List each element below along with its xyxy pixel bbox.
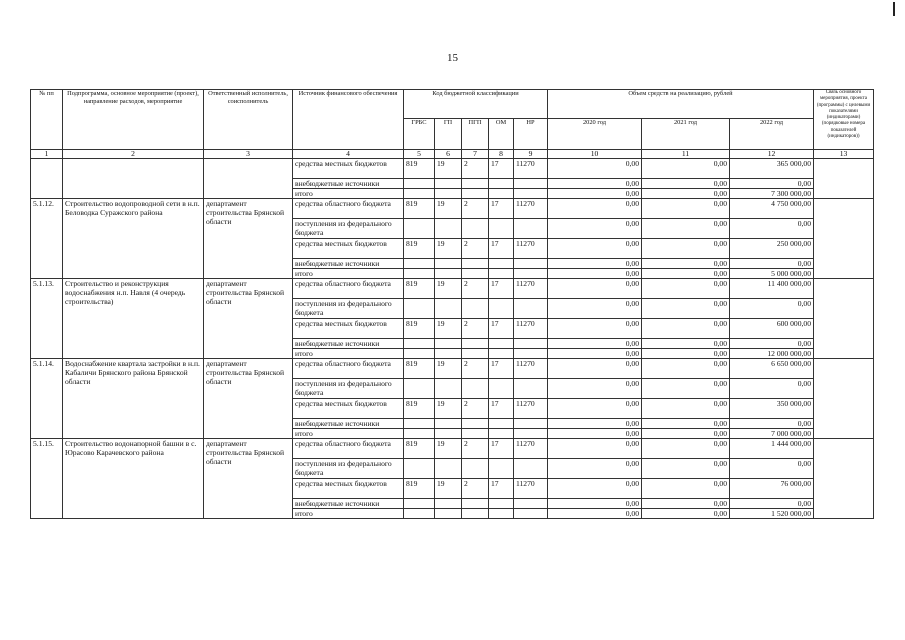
program-cell: Водоснабжение квартала застройки в н.п. Кабаличи Брянского района Брянской области (63, 359, 204, 439)
column-numbers-row (31, 150, 874, 159)
om-cell (489, 499, 514, 509)
responsible-cell: департамент строительства Брянской области (204, 199, 293, 279)
pgp-cell (462, 339, 489, 349)
np-cell: 11270 (514, 399, 548, 419)
gp-cell: 19 (435, 399, 462, 419)
gp-cell: 19 (435, 319, 462, 339)
value-2021-cell: 0,00 (642, 419, 730, 429)
value-2022-cell: 600 000,00 (730, 319, 814, 339)
value-2022-cell: 12 000 000,00 (730, 349, 814, 359)
header-program: Подпрограмма, основное мероприятие (проект), направление расходов, мероприятие (63, 90, 204, 150)
grbs-cell: 819 (404, 439, 435, 459)
value-2021-cell: 0,00 (642, 399, 730, 419)
om-cell (489, 419, 514, 429)
value-2020-cell: 0,00 (548, 429, 642, 439)
grbs-cell: 819 (404, 359, 435, 379)
value-2022-cell: 5 000 000,00 (730, 269, 814, 279)
om-cell: 17 (489, 199, 514, 219)
np-cell (514, 499, 548, 509)
om-cell: 17 (489, 399, 514, 419)
table-row (31, 199, 874, 219)
source-cell: внебюджетные источники (293, 259, 404, 269)
value-2020-cell: 0,00 (548, 159, 642, 179)
value-2021-cell: 0,00 (642, 219, 730, 239)
om-cell (489, 349, 514, 359)
value-2021-cell: 0,00 (642, 269, 730, 279)
om-cell: 17 (489, 439, 514, 459)
column-number: 5 (404, 150, 435, 159)
pgp-cell (462, 379, 489, 399)
value-2022-cell: 1 520 000,00 (730, 509, 814, 519)
grbs-cell (404, 299, 435, 319)
np-cell (514, 299, 548, 319)
gp-cell (435, 179, 462, 189)
header-np: НР (514, 119, 548, 150)
pgp-cell: 2 (462, 199, 489, 219)
om-cell: 17 (489, 159, 514, 179)
source-cell: итого (293, 349, 404, 359)
value-2022-cell: 7 300 000,00 (730, 189, 814, 199)
value-2022-cell: 250 000,00 (730, 239, 814, 259)
header-om: ОМ (489, 119, 514, 150)
pgp-cell: 2 (462, 239, 489, 259)
np-cell (514, 259, 548, 269)
header-responsible: Ответственный исполнитель, соисполнитель (204, 90, 293, 150)
gp-cell (435, 429, 462, 439)
np-cell (514, 269, 548, 279)
grbs-cell: 819 (404, 279, 435, 299)
value-2021-cell: 0,00 (642, 439, 730, 459)
value-2020-cell: 0,00 (548, 509, 642, 519)
program-cell (63, 159, 204, 199)
source-cell: средства областного бюджета (293, 279, 404, 299)
value-2021-cell: 0,00 (642, 189, 730, 199)
gp-cell (435, 349, 462, 359)
value-2022-cell: 350 000,00 (730, 399, 814, 419)
column-number: 11 (642, 150, 730, 159)
gp-cell: 19 (435, 199, 462, 219)
value-2020-cell: 0,00 (548, 199, 642, 219)
source-cell: внебюджетные источники (293, 179, 404, 189)
value-2020-cell: 0,00 (548, 299, 642, 319)
pgp-cell (462, 189, 489, 199)
pgp-cell: 2 (462, 359, 489, 379)
row-number-cell: 5.1.15. (31, 439, 63, 519)
source-cell: средства местных бюджетов (293, 239, 404, 259)
grbs-cell: 819 (404, 399, 435, 419)
gp-cell: 19 (435, 439, 462, 459)
grbs-cell (404, 419, 435, 429)
value-2022-cell: 0,00 (730, 259, 814, 269)
header-row-1 (31, 90, 874, 119)
column-number: 9 (514, 150, 548, 159)
np-cell: 11270 (514, 199, 548, 219)
om-cell: 17 (489, 239, 514, 259)
value-2021-cell: 0,00 (642, 279, 730, 299)
gp-cell: 19 (435, 159, 462, 179)
responsible-cell (204, 159, 293, 199)
om-cell (489, 429, 514, 439)
gp-cell (435, 259, 462, 269)
table-row (31, 439, 874, 459)
source-cell: средства местных бюджетов (293, 479, 404, 499)
value-2020-cell: 0,00 (548, 319, 642, 339)
np-cell: 11270 (514, 239, 548, 259)
pgp-cell (462, 509, 489, 519)
page-number: 15 (447, 52, 458, 64)
value-2021-cell: 0,00 (642, 159, 730, 179)
gp-cell: 19 (435, 279, 462, 299)
om-cell (489, 339, 514, 349)
pgp-cell: 2 (462, 399, 489, 419)
np-cell: 11270 (514, 479, 548, 499)
table-row (31, 359, 874, 379)
value-2022-cell: 7 000 000,00 (730, 429, 814, 439)
header-link: Связь основного мероприятия, проекта (программы) с целевыми показателями (индикаторами) (порядковые номера показателей (индикаторов)) (814, 90, 874, 150)
gp-cell (435, 499, 462, 509)
table-row (31, 159, 874, 179)
value-2020-cell: 0,00 (548, 399, 642, 419)
header-2021: 2021 год (642, 119, 730, 150)
pgp-cell (462, 179, 489, 189)
value-2021-cell: 0,00 (642, 499, 730, 509)
source-cell: поступления из федерального бюджета (293, 379, 404, 399)
row-number-cell: 5.1.12. (31, 199, 63, 279)
source-cell: средства областного бюджета (293, 359, 404, 379)
gp-cell (435, 299, 462, 319)
grbs-cell (404, 339, 435, 349)
value-2021-cell: 0,00 (642, 339, 730, 349)
source-cell: итого (293, 269, 404, 279)
source-cell: поступления из федерального бюджета (293, 459, 404, 479)
grbs-cell: 819 (404, 479, 435, 499)
pgp-cell (462, 219, 489, 239)
gp-cell: 19 (435, 479, 462, 499)
value-2022-cell: 1 444 000,00 (730, 439, 814, 459)
grbs-cell (404, 459, 435, 479)
source-cell: средства областного бюджета (293, 199, 404, 219)
grbs-cell: 819 (404, 319, 435, 339)
header-gp: ГП (435, 119, 462, 150)
header-volume: Объем средств на реализацию, рублей (548, 90, 814, 119)
row-number-cell: 5.1.14. (31, 359, 63, 439)
np-cell (514, 379, 548, 399)
gp-cell (435, 419, 462, 429)
row-number-cell (31, 159, 63, 199)
scan-edge-mark (893, 2, 895, 16)
np-cell (514, 509, 548, 519)
value-2022-cell: 6 650 000,00 (730, 359, 814, 379)
value-2020-cell: 0,00 (548, 219, 642, 239)
link-cell (814, 439, 874, 519)
np-cell (514, 179, 548, 189)
value-2022-cell: 0,00 (730, 299, 814, 319)
value-2020-cell: 0,00 (548, 259, 642, 269)
pgp-cell (462, 259, 489, 269)
om-cell (489, 299, 514, 319)
pgp-cell (462, 269, 489, 279)
value-2020-cell: 0,00 (548, 189, 642, 199)
table-row (31, 279, 874, 299)
value-2020-cell: 0,00 (548, 349, 642, 359)
pgp-cell: 2 (462, 479, 489, 499)
value-2022-cell: 4 750 000,00 (730, 199, 814, 219)
np-cell: 11270 (514, 439, 548, 459)
om-cell: 17 (489, 279, 514, 299)
value-2021-cell: 0,00 (642, 359, 730, 379)
pgp-cell (462, 349, 489, 359)
value-2021-cell: 0,00 (642, 459, 730, 479)
program-cell: Строительство водопроводной сети в н.п. Беловодка Суражского района (63, 199, 204, 279)
grbs-cell: 819 (404, 159, 435, 179)
gp-cell (435, 339, 462, 349)
np-cell (514, 429, 548, 439)
program-cell: Строительство и реконструкция водоснабжения н.п. Навля (4 очередь строительства) (63, 279, 204, 359)
source-cell: средства местных бюджетов (293, 319, 404, 339)
om-cell (489, 179, 514, 189)
np-cell (514, 339, 548, 349)
value-2022-cell: 0,00 (730, 219, 814, 239)
gp-cell: 19 (435, 239, 462, 259)
responsible-cell: департамент строительства Брянской области (204, 279, 293, 359)
value-2021-cell: 0,00 (642, 179, 730, 189)
value-2020-cell: 0,00 (548, 239, 642, 259)
om-cell: 17 (489, 319, 514, 339)
source-cell: итого (293, 509, 404, 519)
grbs-cell (404, 379, 435, 399)
value-2021-cell: 0,00 (642, 479, 730, 499)
grbs-cell (404, 509, 435, 519)
source-cell: средства областного бюджета (293, 439, 404, 459)
value-2020-cell: 0,00 (548, 499, 642, 509)
column-number: 1 (31, 150, 63, 159)
pgp-cell: 2 (462, 439, 489, 459)
gp-cell (435, 269, 462, 279)
np-cell: 11270 (514, 359, 548, 379)
value-2020-cell: 0,00 (548, 359, 642, 379)
pgp-cell (462, 499, 489, 509)
np-cell: 11270 (514, 159, 548, 179)
grbs-cell (404, 219, 435, 239)
source-cell: внебюджетные источники (293, 339, 404, 349)
om-cell (489, 259, 514, 269)
value-2022-cell: 0,00 (730, 339, 814, 349)
column-number: 8 (489, 150, 514, 159)
program-cell: Строительство водонапорной башни в с. Юрасово Карачевского района (63, 439, 204, 519)
value-2021-cell: 0,00 (642, 429, 730, 439)
header-source: Источник финансового обеспечения (293, 90, 404, 150)
header-2020: 2020 год (548, 119, 642, 150)
column-number: 6 (435, 150, 462, 159)
np-cell (514, 349, 548, 359)
grbs-cell (404, 429, 435, 439)
value-2021-cell: 0,00 (642, 349, 730, 359)
np-cell (514, 459, 548, 479)
grbs-cell: 819 (404, 239, 435, 259)
om-cell: 17 (489, 359, 514, 379)
header-grbs: ГРБС (404, 119, 435, 150)
value-2020-cell: 0,00 (548, 339, 642, 349)
value-2020-cell: 0,00 (548, 439, 642, 459)
gp-cell (435, 219, 462, 239)
om-cell: 17 (489, 479, 514, 499)
value-2022-cell: 0,00 (730, 459, 814, 479)
gp-cell (435, 379, 462, 399)
value-2020-cell: 0,00 (548, 269, 642, 279)
grbs-cell (404, 189, 435, 199)
source-cell: средства местных бюджетов (293, 399, 404, 419)
grbs-cell (404, 259, 435, 269)
budget-table (30, 89, 874, 519)
value-2021-cell: 0,00 (642, 319, 730, 339)
row-number-cell: 5.1.13. (31, 279, 63, 359)
column-number: 2 (63, 150, 204, 159)
link-cell (814, 199, 874, 279)
responsible-cell: департамент строительства Брянской области (204, 359, 293, 439)
source-cell: средства местных бюджетов (293, 159, 404, 179)
pgp-cell (462, 429, 489, 439)
value-2022-cell: 0,00 (730, 499, 814, 509)
value-2020-cell: 0,00 (548, 179, 642, 189)
link-cell (814, 159, 874, 199)
value-2021-cell: 0,00 (642, 239, 730, 259)
value-2020-cell: 0,00 (548, 459, 642, 479)
value-2020-cell: 0,00 (548, 479, 642, 499)
np-cell (514, 419, 548, 429)
grbs-cell (404, 499, 435, 509)
pgp-cell: 2 (462, 159, 489, 179)
grbs-cell (404, 269, 435, 279)
column-number: 10 (548, 150, 642, 159)
om-cell (489, 459, 514, 479)
om-cell (489, 269, 514, 279)
value-2022-cell: 0,00 (730, 379, 814, 399)
column-number: 3 (204, 150, 293, 159)
value-2021-cell: 0,00 (642, 299, 730, 319)
grbs-cell (404, 349, 435, 359)
value-2020-cell: 0,00 (548, 379, 642, 399)
source-cell: внебюджетные источники (293, 499, 404, 509)
column-number: 13 (814, 150, 874, 159)
pgp-cell: 2 (462, 279, 489, 299)
value-2021-cell: 0,00 (642, 259, 730, 269)
np-cell: 11270 (514, 319, 548, 339)
column-number: 4 (293, 150, 404, 159)
np-cell (514, 219, 548, 239)
gp-cell (435, 189, 462, 199)
source-cell: итого (293, 189, 404, 199)
header-pgp: ПГП (462, 119, 489, 150)
np-cell (514, 189, 548, 199)
header-no: № пп (31, 90, 63, 150)
column-number: 7 (462, 150, 489, 159)
gp-cell: 19 (435, 359, 462, 379)
np-cell: 11270 (514, 279, 548, 299)
om-cell (489, 219, 514, 239)
value-2022-cell: 76 000,00 (730, 479, 814, 499)
grbs-cell: 819 (404, 199, 435, 219)
value-2021-cell: 0,00 (642, 199, 730, 219)
om-cell (489, 509, 514, 519)
source-cell: итого (293, 429, 404, 439)
source-cell: внебюджетные источники (293, 419, 404, 429)
value-2020-cell: 0,00 (548, 419, 642, 429)
value-2022-cell: 11 400 000,00 (730, 279, 814, 299)
value-2021-cell: 0,00 (642, 379, 730, 399)
pgp-cell (462, 419, 489, 429)
om-cell (489, 379, 514, 399)
grbs-cell (404, 179, 435, 189)
om-cell (489, 189, 514, 199)
value-2022-cell: 365 000,00 (730, 159, 814, 179)
value-2022-cell: 0,00 (730, 419, 814, 429)
header-2022: 2022 год (730, 119, 814, 150)
responsible-cell: департамент строительства Брянской области (204, 439, 293, 519)
link-cell (814, 279, 874, 359)
link-cell (814, 359, 874, 439)
source-cell: поступления из федерального бюджета (293, 219, 404, 239)
value-2022-cell: 0,00 (730, 179, 814, 189)
pgp-cell (462, 299, 489, 319)
pgp-cell (462, 459, 489, 479)
gp-cell (435, 459, 462, 479)
column-number: 12 (730, 150, 814, 159)
pgp-cell: 2 (462, 319, 489, 339)
gp-cell (435, 509, 462, 519)
value-2021-cell: 0,00 (642, 509, 730, 519)
value-2020-cell: 0,00 (548, 279, 642, 299)
header-budget-code: Код бюджетной классификации (404, 90, 548, 119)
source-cell: поступления из федерального бюджета (293, 299, 404, 319)
